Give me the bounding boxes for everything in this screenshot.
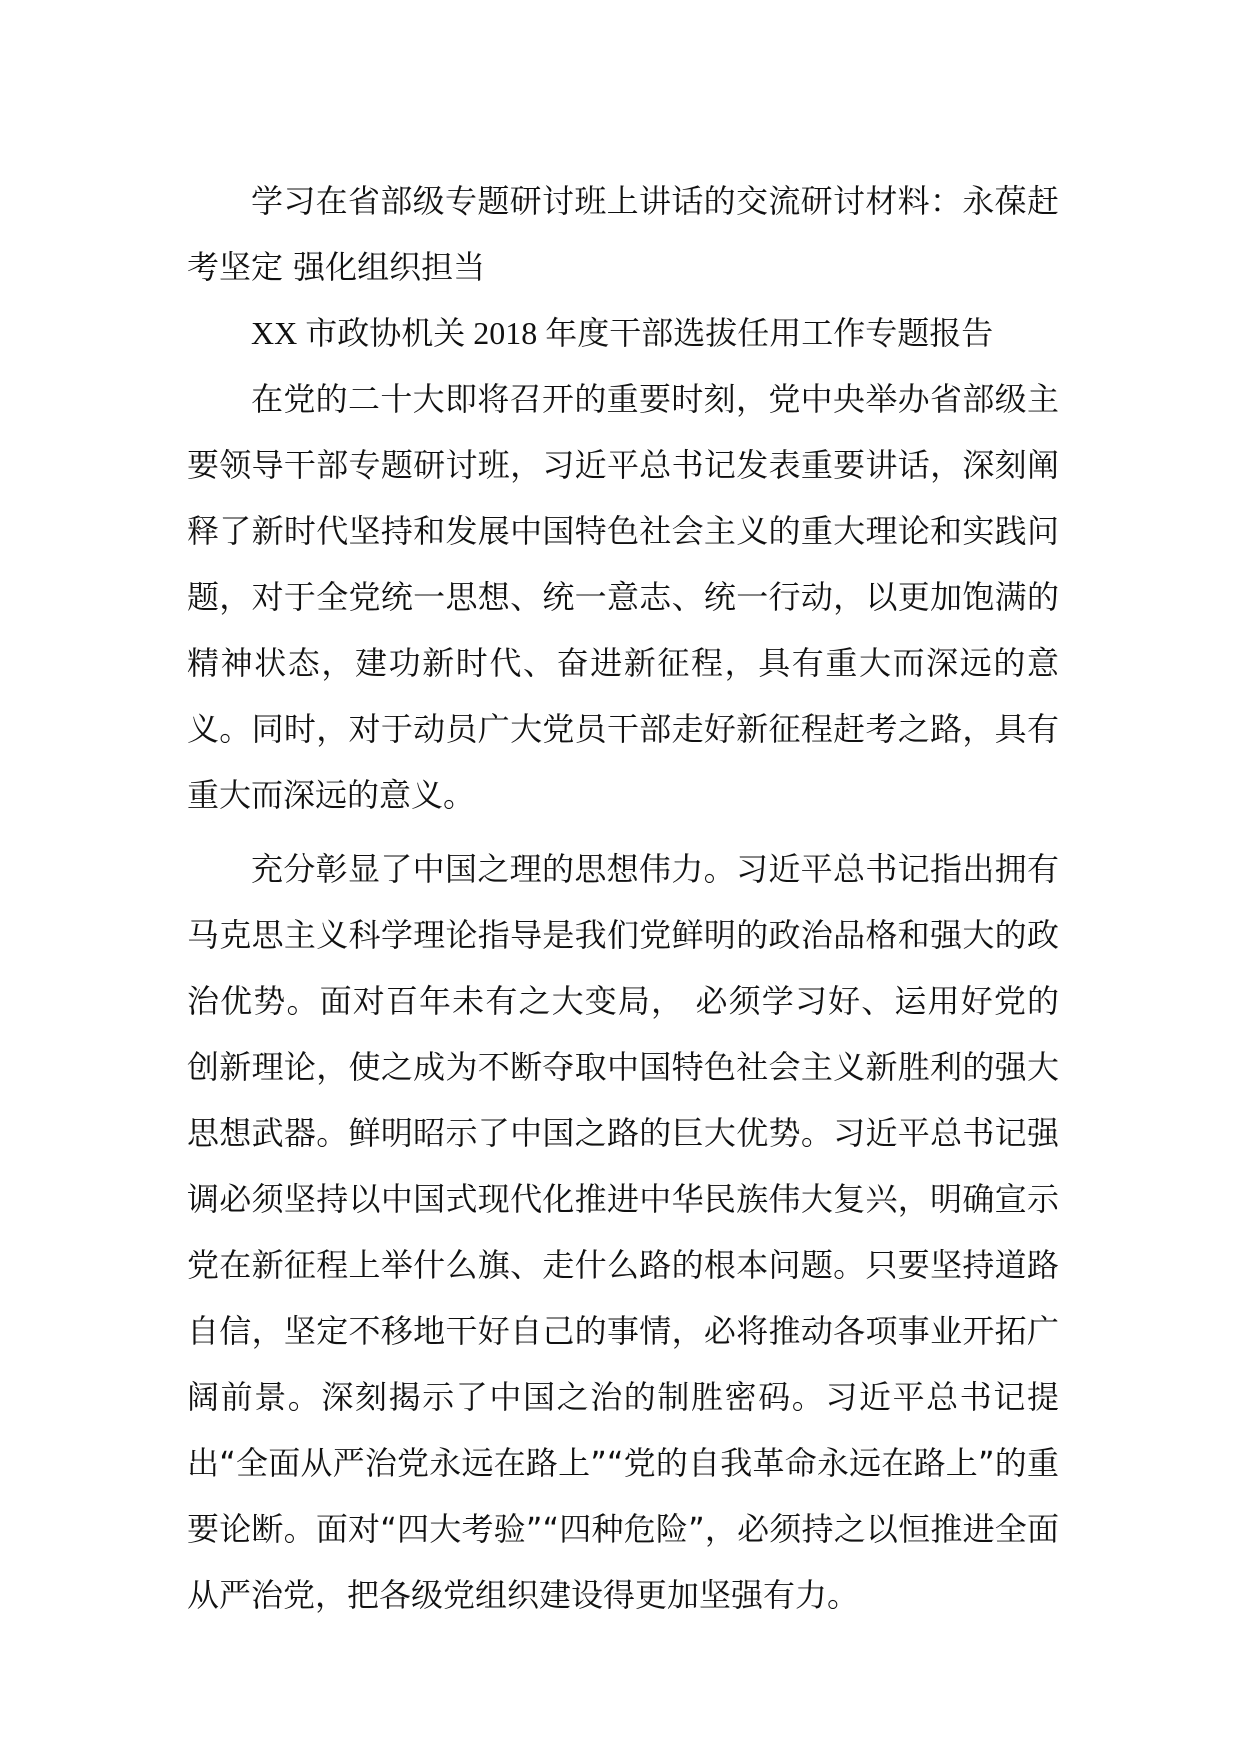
body-paragraph-2: 充分彰显了中国之理的思想伟力。习近平总书记指出拥有马克思主义科学理论指导是我们党鲜明的政治品格和强大的政治优势。面对百年未有之大变局， 必须学习好、运用好党的创新理论，使之成为不断夺取中国特色社会主义新胜利的强大思想武器。鲜明昭示了中国之路的巨大优势。习近平总书记强调必须坚持以中国式现代化推进中华民族伟大复兴，明确宣示党在新征程上举什么旗、走什么路的根本问题。只要坚持道路自信，坚定不移地干好自己的事情，必将推动各项事业开拓广阔前景。深刻揭示了中国之治的制胜密码。习近平总书记提出“全面从严治党永远在路上”“党的自我革命永远在路上”的重要论断。面对“四大考验”“四种危险”，必须持之以恒推进全面从严治党，把各级党组织建设得更加坚强有力。 bbox=[187, 850, 1059, 1614]
document-body bbox=[187, 168, 1059, 1628]
document-title: 学习在省部级专题研讨班上讲话的交流研讨材料：永葆赶考坚定 强化组织担当 bbox=[187, 182, 1059, 286]
document-subtitle: XX 市政协机关 2018 年度干部选拔任用工作专题报告 bbox=[251, 315, 994, 351]
body-paragraph-1: 在党的二十大即将召开的重要时刻，党中央举办省部级主要领导干部专题研讨班，习近平总书记发表重要讲话，深刻阐释了新时代坚持和发展中国特色社会主义的重大理论和实践问题，对于全党统一思想、统一意志、统一行动，以更加饱满的精神状态，建功新时代、奋进新征程，具有重大而深远的意义。同时，对于动员广大党员干部走好新征程赶考之路，具有重大而深远的意义。 bbox=[187, 380, 1059, 814]
